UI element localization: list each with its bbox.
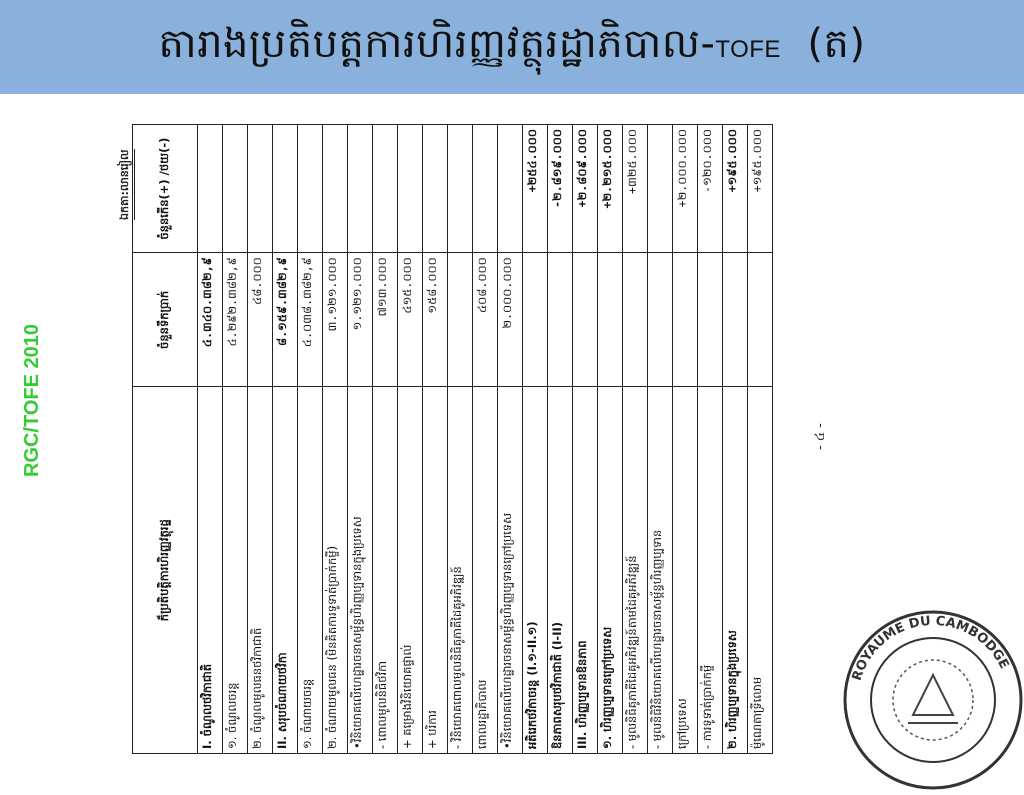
row-label: អតិរេកថវិកាចរន្ត (I.១-II.១) <box>523 387 548 754</box>
row-amount: ៤១៥.០០០ <box>398 253 423 387</box>
table-row <box>623 125 648 754</box>
row-change <box>273 125 298 253</box>
row-change <box>473 125 498 253</box>
row-amount <box>548 253 573 387</box>
title-khmer: តារាងប្រតិបត្តការហិរញ្ញវត្ថុរដ្ឋាភិបាល- <box>158 20 716 67</box>
table-row <box>273 125 298 754</box>
row-change: +២.០០០.០០០ <box>673 125 698 253</box>
row-label: •វិនិយោគលើហេដ្ឋារចនាសម្ព័ន្ធហិរញ្ញប្បទានក្រៅប្រទេស <box>498 387 523 754</box>
rotated-table-page <box>92 108 930 768</box>
row-label: + គម្រោងវិនិយោគផ្ទាល់ <box>398 387 423 754</box>
row-label: ២. ចំណាយមូលធន (មិនគិតការទូទាត់ប្រាក់កម្ចី) <box>323 387 348 754</box>
table-row <box>373 125 398 754</box>
row-amount: ៨.១៥៩.៣៨២,៩ <box>273 253 298 387</box>
row-change <box>398 125 423 253</box>
table-row <box>748 125 773 754</box>
row-label: •វិនិយោគលើហេដ្ឋារចនាសម្ព័ន្ធហិរញ្ញប្បទានក្នុងប្រទេស <box>348 387 373 754</box>
row-label: ២. ចំណូលមូលធនថវិកាជាតិ <box>248 387 273 754</box>
row-label: ឱនភាពសរុបថវិកាជាតិ (I-II) <box>548 387 573 754</box>
row-change: +៣២៥.០០០ <box>623 125 648 253</box>
row-label: - មូលនិធិគូភាគីដៃគូអភិវឌ្ឍន៍តាមដៃគូអភិវឌ្ឍន៍ <box>623 387 648 754</box>
row-amount: ៤០៨.០០០ <box>473 253 498 387</box>
row-change: -១២០.០០០ <box>698 125 723 253</box>
svg-text:ROYAUME DU CAMBODGE <box>850 614 1012 683</box>
row-amount <box>448 253 473 387</box>
row-change: +២.២១៥.០០០ <box>598 125 623 253</box>
tofe-table <box>132 124 773 754</box>
row-change <box>423 125 448 253</box>
table-row <box>548 125 573 754</box>
row-amount: ១៥៨.០០០ <box>423 253 448 387</box>
row-change <box>448 125 473 253</box>
row-label: II. សរុបចំណាយថវិកា <box>273 387 298 754</box>
row-amount: ៤៨.០០០ <box>248 253 273 387</box>
table-row <box>448 125 473 754</box>
row-amount <box>623 253 648 387</box>
row-label: - ពោលមូលនិធិថវិកា <box>373 387 398 754</box>
row-amount <box>748 253 773 387</box>
row-change <box>198 125 223 253</box>
table-body <box>198 125 773 754</box>
row-amount <box>723 253 748 387</box>
row-amount <box>698 253 723 387</box>
row-change: +២៥៤.០០០ <box>523 125 548 253</box>
table-row <box>223 125 248 754</box>
side-label <box>6 290 60 510</box>
row-label: III. ហិរញ្ញប្បទានឱនភាព <box>573 387 598 754</box>
row-label: - ការទូទាត់ប្រាក់កម្ចី <box>698 387 723 754</box>
row-change <box>498 125 523 253</box>
row-change: +១៩៥.០០០ <box>723 125 748 253</box>
title-bar <box>0 0 1024 94</box>
table-row <box>523 125 548 754</box>
row-label: ២. ហិរញ្ញប្បទានក្នុងប្រទេស <box>723 387 748 754</box>
row-change <box>373 125 398 253</box>
table-row <box>248 125 273 754</box>
table-row <box>598 125 623 754</box>
row-amount: ៤.៣៤០.៣៨២,៩ <box>198 253 223 387</box>
row-label: ពោលរដ្ឋាភិបាល <box>473 387 498 754</box>
title-suffix: TOFE <box>715 35 781 63</box>
row-label: I. ចំណូលថវិកាជាតិ <box>198 387 223 754</box>
row-change <box>248 125 273 253</box>
table-row <box>698 125 723 754</box>
table-row <box>723 125 748 754</box>
row-change <box>348 125 373 253</box>
side-label-text: RGC/TOFE 2010 <box>21 323 44 477</box>
row-amount: ៤.២៩២.៣៨២,៩ <box>223 253 248 387</box>
page-number: - ៤ - <box>813 423 828 450</box>
table-row <box>498 125 523 754</box>
scanned-document <box>92 108 930 768</box>
row-amount <box>648 253 673 387</box>
seal-text: ROYAUME DU CAMBODGE <box>849 613 1012 683</box>
row-label: - វិនិយោគពោលមូលនិធិគូភាគីដៃគូអភិវឌ្ឍន៍ <box>448 387 473 754</box>
header-operation: ក៏ប្រតិបត្តិការហិរញ្ញវត្ថុរដ្ឋ <box>133 387 198 754</box>
row-label: + បរិការ <box>423 387 448 754</box>
row-amount: ១.១២១.០០០ <box>348 253 373 387</box>
row-label: ១. ហិរញ្ញប្បទានក្រៅប្រទេស <box>598 387 623 754</box>
slide-title <box>159 18 866 77</box>
row-change: -២.៨១៩.០០០ <box>548 125 573 253</box>
row-amount <box>523 253 548 387</box>
row-change <box>223 125 248 253</box>
table-row <box>298 125 323 754</box>
row-change: +១៩៥.០០០ <box>748 125 773 253</box>
row-amount: ៣.១២១.០០០ <box>323 253 348 387</box>
row-change <box>298 125 323 253</box>
table-row <box>198 125 223 754</box>
table-row <box>348 125 373 754</box>
row-change <box>648 125 673 253</box>
row-label: ក្រៅប្រទេស <box>673 387 698 754</box>
row-label: ១. ចំណូលចរន្ត <box>223 387 248 754</box>
unit-note: ឯកតា:លានរៀល <box>118 149 135 220</box>
header-amount: ចំនួនទឹកប្រាក់ <box>133 253 198 387</box>
row-amount: ៧១៣.០០០ <box>373 253 398 387</box>
table-header-row <box>133 125 198 754</box>
table-row <box>398 125 423 754</box>
table-row <box>473 125 498 754</box>
row-change: +២.៨០៩.០០០ <box>573 125 598 253</box>
table-row <box>423 125 448 754</box>
row-label: - មូលនិធិវិនិយោគលើហេដ្ឋារចនាសម្ព័ន្ធហិរញ្ញប្បទាន <box>648 387 673 754</box>
header-change: ចំនួនកើន(+) /ថយ(-) <box>133 125 198 253</box>
row-label: ១. ចំណាយចរន្ត <box>298 387 323 754</box>
row-amount <box>573 253 598 387</box>
row-amount: ២.០០០.០០០ <box>498 253 523 387</box>
row-label: ម៉ូណេតាទ្រីលោម <box>748 387 773 754</box>
table-row <box>673 125 698 754</box>
table-row <box>573 125 598 754</box>
row-change <box>323 125 348 253</box>
row-amount <box>598 253 623 387</box>
official-seal <box>838 605 1024 795</box>
row-amount <box>673 253 698 387</box>
title-tail: (ត) <box>807 20 866 67</box>
table-row <box>323 125 348 754</box>
row-amount: ៤.០៣៨.៣៨២,៩ <box>298 253 323 387</box>
table-row <box>648 125 673 754</box>
